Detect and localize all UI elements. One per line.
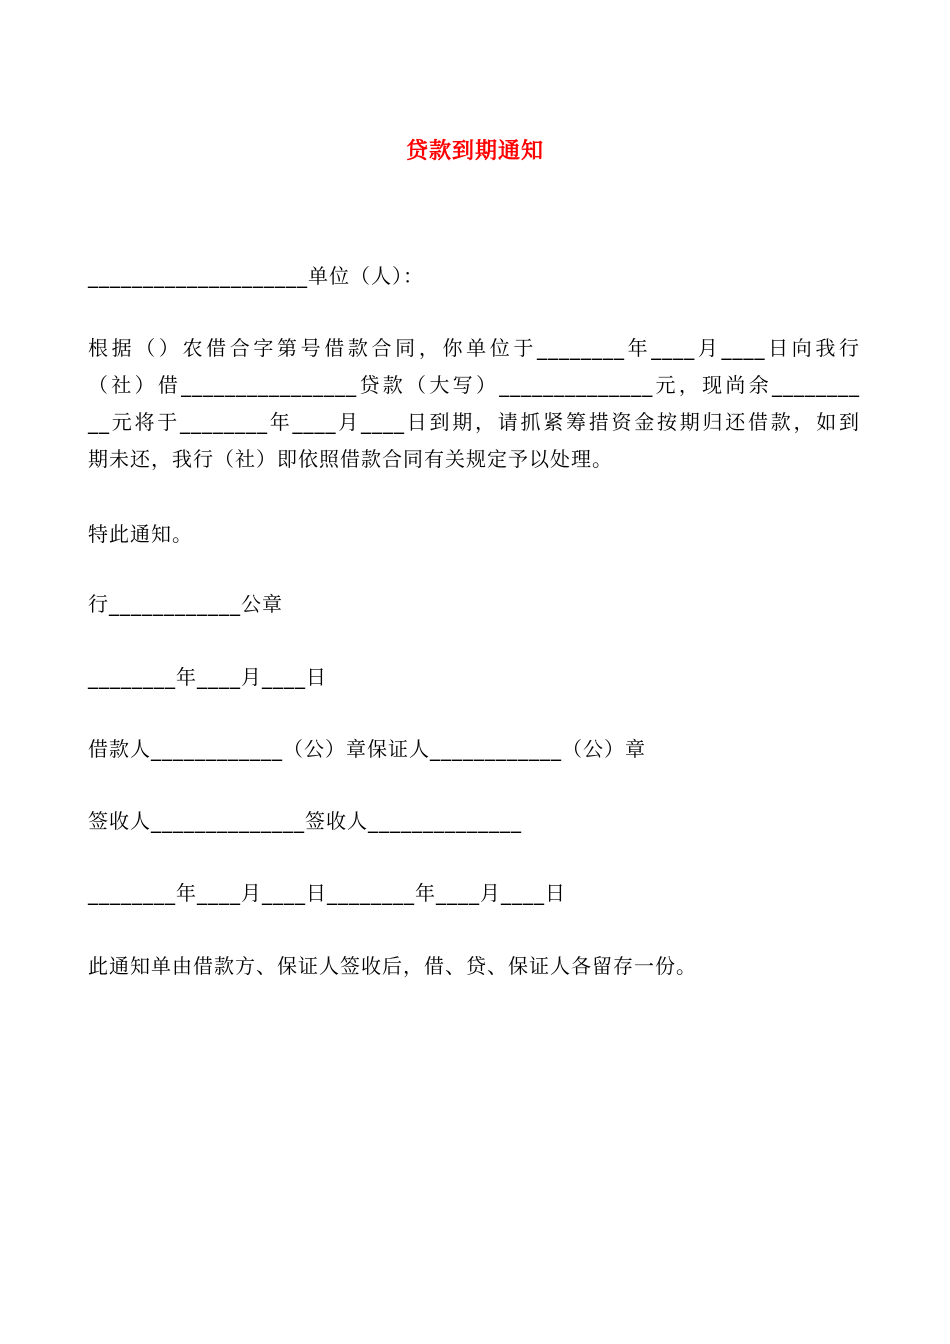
body-line-1: 根据（）农借合字第号借款合同，你单位于________年____月____日向我行 [88, 336, 860, 360]
body-line-4: 期未还，我行（社）即依照借款合同有关规定予以处理。 [88, 447, 613, 471]
notice-closing: 特此通知。 [88, 522, 193, 546]
signature-seal-line: 借款人____________（公）章保证人____________（公）章 [88, 737, 646, 761]
bank-seal-line: 行____________公章 [88, 592, 283, 616]
document-title: 贷款到期通知 [405, 139, 544, 164]
footnote: 此通知单由借款方、保证人签收后，借、贷、保证人各留存一份。 [88, 954, 697, 978]
addressee-line: ____________________单位（人）： [88, 264, 424, 288]
body-line-2: （社）借________________贷款（大写）______________元，现尚余________ [88, 373, 860, 397]
signature-receive-line: 签收人______________签收人______________ [88, 809, 522, 833]
body-paragraph [88, 330, 860, 478]
body-line-3: __元将于________年____月____日到期，请抓紧筹措资金按期归还借款，如到 [88, 410, 860, 434]
date-line-2: ________年____月____日________年____月____日 [88, 881, 566, 905]
date-line-1: ________年____月____日 [88, 665, 327, 689]
